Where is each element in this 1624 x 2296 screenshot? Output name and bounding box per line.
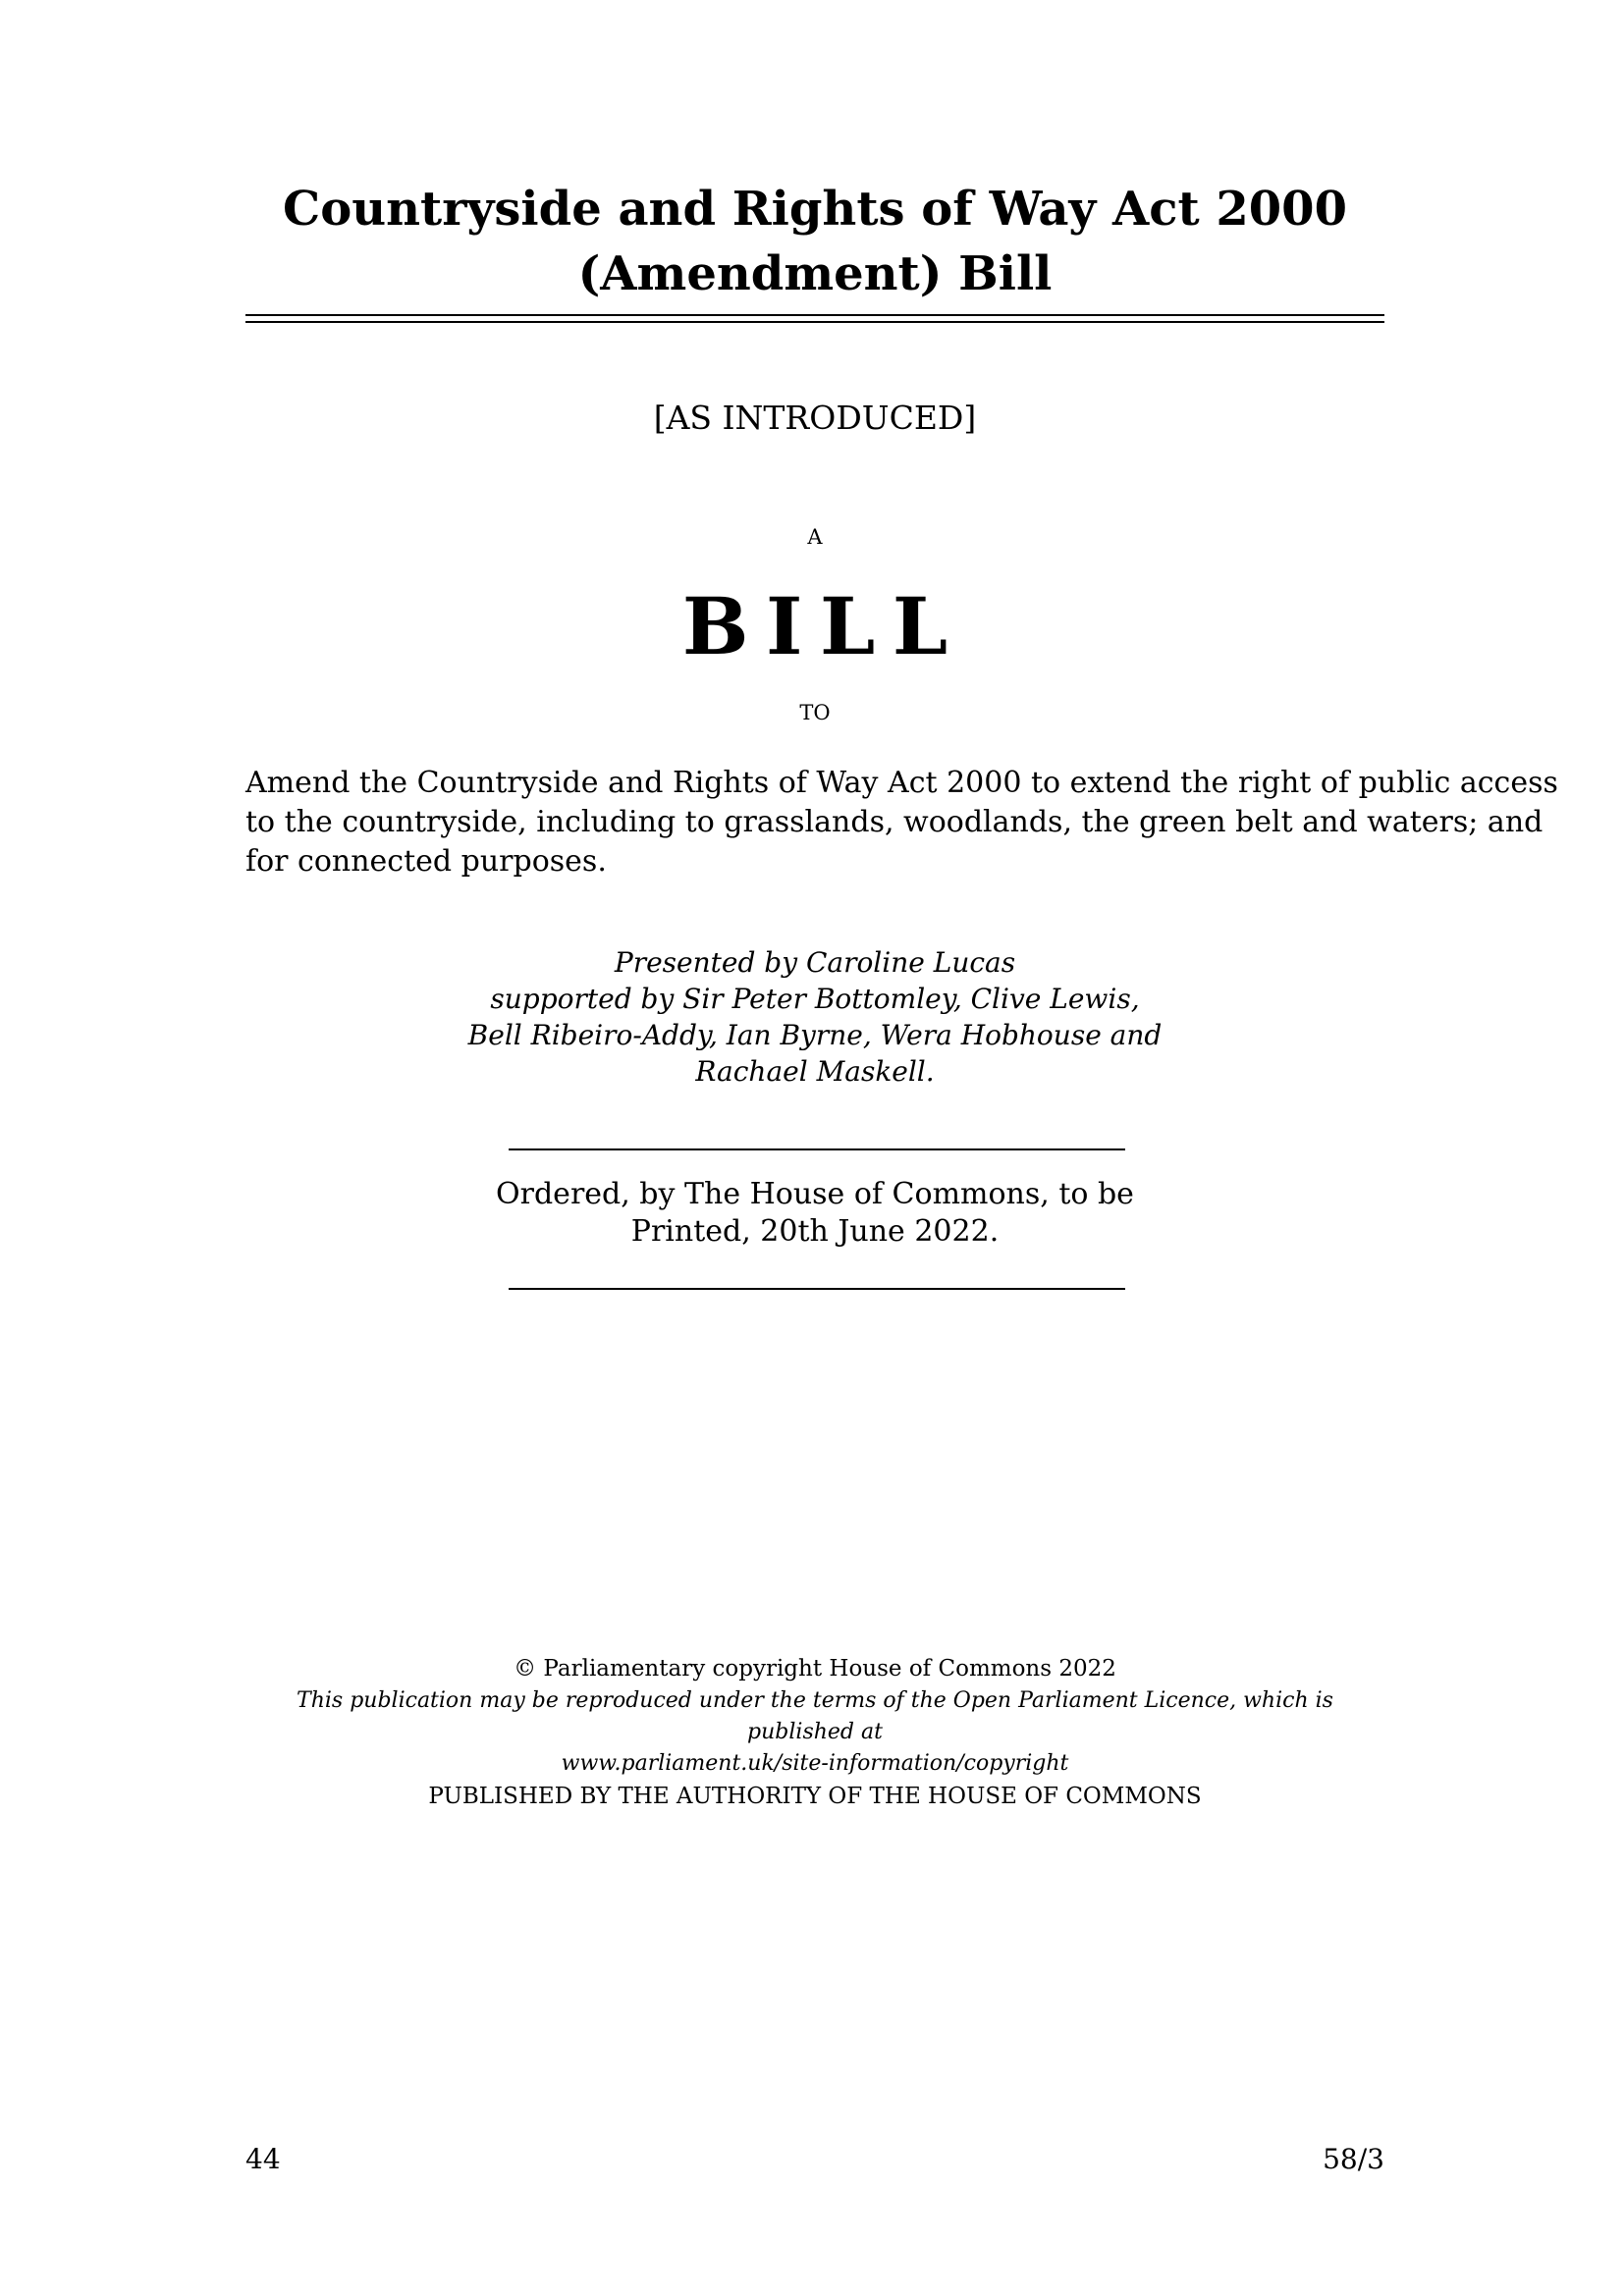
long-title-line-2: to the countryside, including to grasslands, woodlands, the green belt and waters; and <box>245 805 1543 839</box>
long-title-line-3: for connected purposes. <box>245 844 607 879</box>
preamble-article: A <box>807 525 823 549</box>
preamble-to: TO <box>799 701 831 724</box>
copyright-notice: © Parliamentary copyright House of Commons 2022 <box>514 1656 1116 1682</box>
published-by: PUBLISHED BY THE AUTHORITY OF THE HOUSE OF COMMONS <box>428 1784 1202 1809</box>
licence-line-1: This publication may be reproduced under the terms of the Open Parliament Licence, which is published at <box>297 1688 1333 1744</box>
title-double-rule <box>245 314 1384 323</box>
footer-bill-number: 44 <box>245 2143 281 2175</box>
sponsors-block <box>452 944 1178 1090</box>
footer-session-reference: 58/3 <box>1323 2143 1384 2175</box>
sponsors-line-1: Presented by Caroline Lucas <box>614 946 1016 979</box>
sponsors-line-2: supported by Sir Peter Bottomley, Clive Lewis, <box>490 983 1140 1015</box>
bill-status: [AS INTRODUCED] <box>653 399 977 437</box>
licence-notice <box>245 1685 1384 1780</box>
ordered-line-1: Ordered, by The House of Commons, to be <box>496 1177 1134 1211</box>
ordered-rule-top <box>509 1148 1125 1150</box>
bill-title <box>245 177 1384 306</box>
ordered-to-print <box>452 1176 1178 1251</box>
long-title <box>245 764 1558 881</box>
bill-heading: BILL <box>681 580 965 672</box>
ordered-rule-bottom <box>509 1288 1125 1290</box>
bill-title-line-1: Countryside and Rights of Way Act 2000 <box>283 182 1347 237</box>
ordered-line-2: Printed, 20th June 2022. <box>630 1214 1000 1249</box>
bill-title-line-2: (Amendment) Bill <box>577 246 1053 301</box>
sponsors-line-3: Bell Ribeiro-Addy, Ian Byrne, Wera Hobhouse and <box>467 1019 1163 1051</box>
licence-line-2: www.parliament.uk/site-information/copyright <box>561 1751 1069 1776</box>
long-title-line-1: Amend the Countryside and Rights of Way Act 2000 to extend the right of public access <box>245 766 1558 800</box>
sponsors-line-4: Rachael Maskell. <box>695 1055 935 1088</box>
